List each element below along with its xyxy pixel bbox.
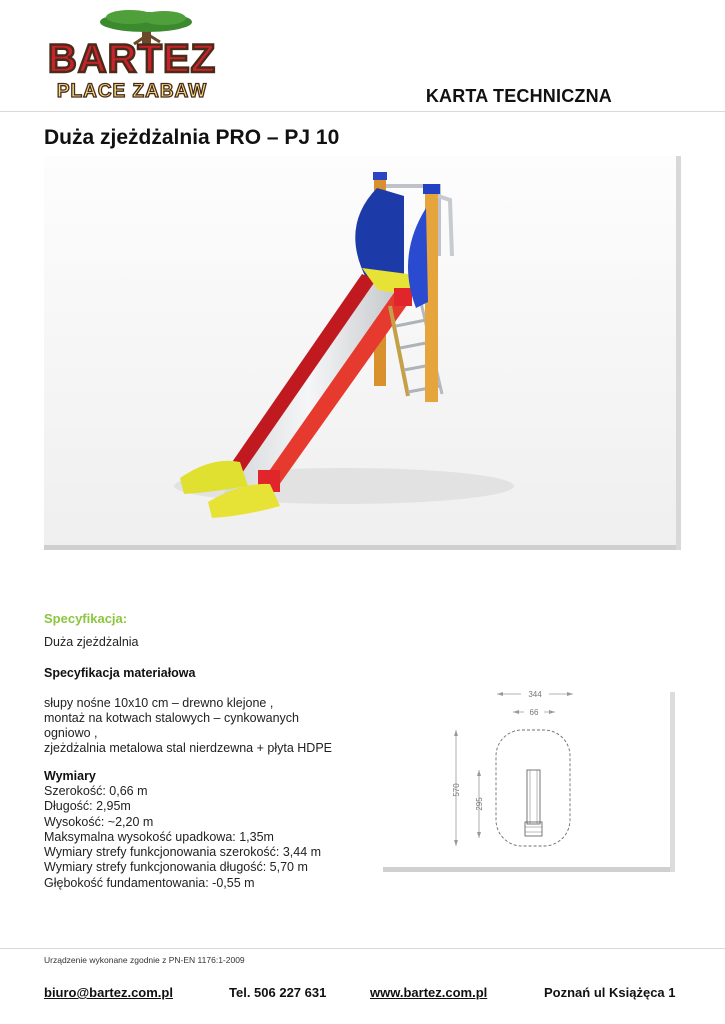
dimension-line: Wymiary strefy funkcjonowania szerokość: 3,44 m [44, 845, 322, 860]
material-line: słupy nośne 10x10 cm – drewno klejone , [44, 696, 274, 710]
material-spec-heading: Specyfikacja materiałowa [44, 666, 196, 680]
dimension-line: Wymiary strefy funkcjonowania długość: 5,70 m [44, 860, 308, 875]
email-link[interactable]: biuro@bartez.com.pl [44, 985, 173, 1000]
plan-outer-length-label: 570 [452, 783, 461, 797]
product-image [44, 156, 681, 550]
dimensions-heading: Wymiary [44, 769, 96, 783]
dimension-line: Głębokość fundamentowania: -0,55 m [44, 875, 255, 890]
dimension-line: Długość: 2,95m [44, 799, 131, 814]
dimension-line: Maksymalna wysokość upadkowa: 1,35m [44, 829, 274, 844]
header-divider [0, 111, 725, 112]
dimension-line: Szerokość: 0,66 m [44, 784, 148, 798]
plan-drawing [383, 686, 675, 872]
plan-outer-width-label: 344 [528, 690, 542, 699]
phone-number: Tel. 506 227 631 [229, 985, 327, 1000]
logo-brand-text: BARTEZ [47, 37, 217, 81]
material-line: zjeżdżalnia metalowa stal nierdzewna + płyta HDPE [44, 741, 332, 755]
plan-inner-length-label: 295 [475, 797, 484, 811]
logo-tagline-text: PLACE ZABAW [56, 81, 208, 102]
bartez-logo [40, 8, 225, 106]
website-link[interactable]: www.bartez.com.pl [370, 985, 488, 1000]
plan-inner-width-label: 66 [529, 708, 539, 717]
footer-divider [0, 948, 725, 949]
document-type-title: KARTA TECHNICZNA [425, 86, 612, 106]
dimensions-list [44, 784, 321, 891]
compliance-note: Urządzenie wykonane zgodnie z PN-EN 1176:1-2009 [44, 955, 245, 965]
material-spec-list [44, 696, 374, 756]
address: Poznań ul Książęca 1 [544, 985, 676, 1000]
material-line: montaż na kotwach stalowych – cynkowanych [44, 711, 299, 725]
specification-label: Specyfikacja: [44, 611, 128, 626]
product-description: Duża zjeżdżalnia [44, 635, 139, 649]
product-title: Duża zjeżdżalnia PRO – PJ 10 [44, 126, 340, 149]
material-line: ogniowo , [44, 726, 98, 740]
dimension-line: Wysokość: ~2,20 m [44, 814, 154, 829]
